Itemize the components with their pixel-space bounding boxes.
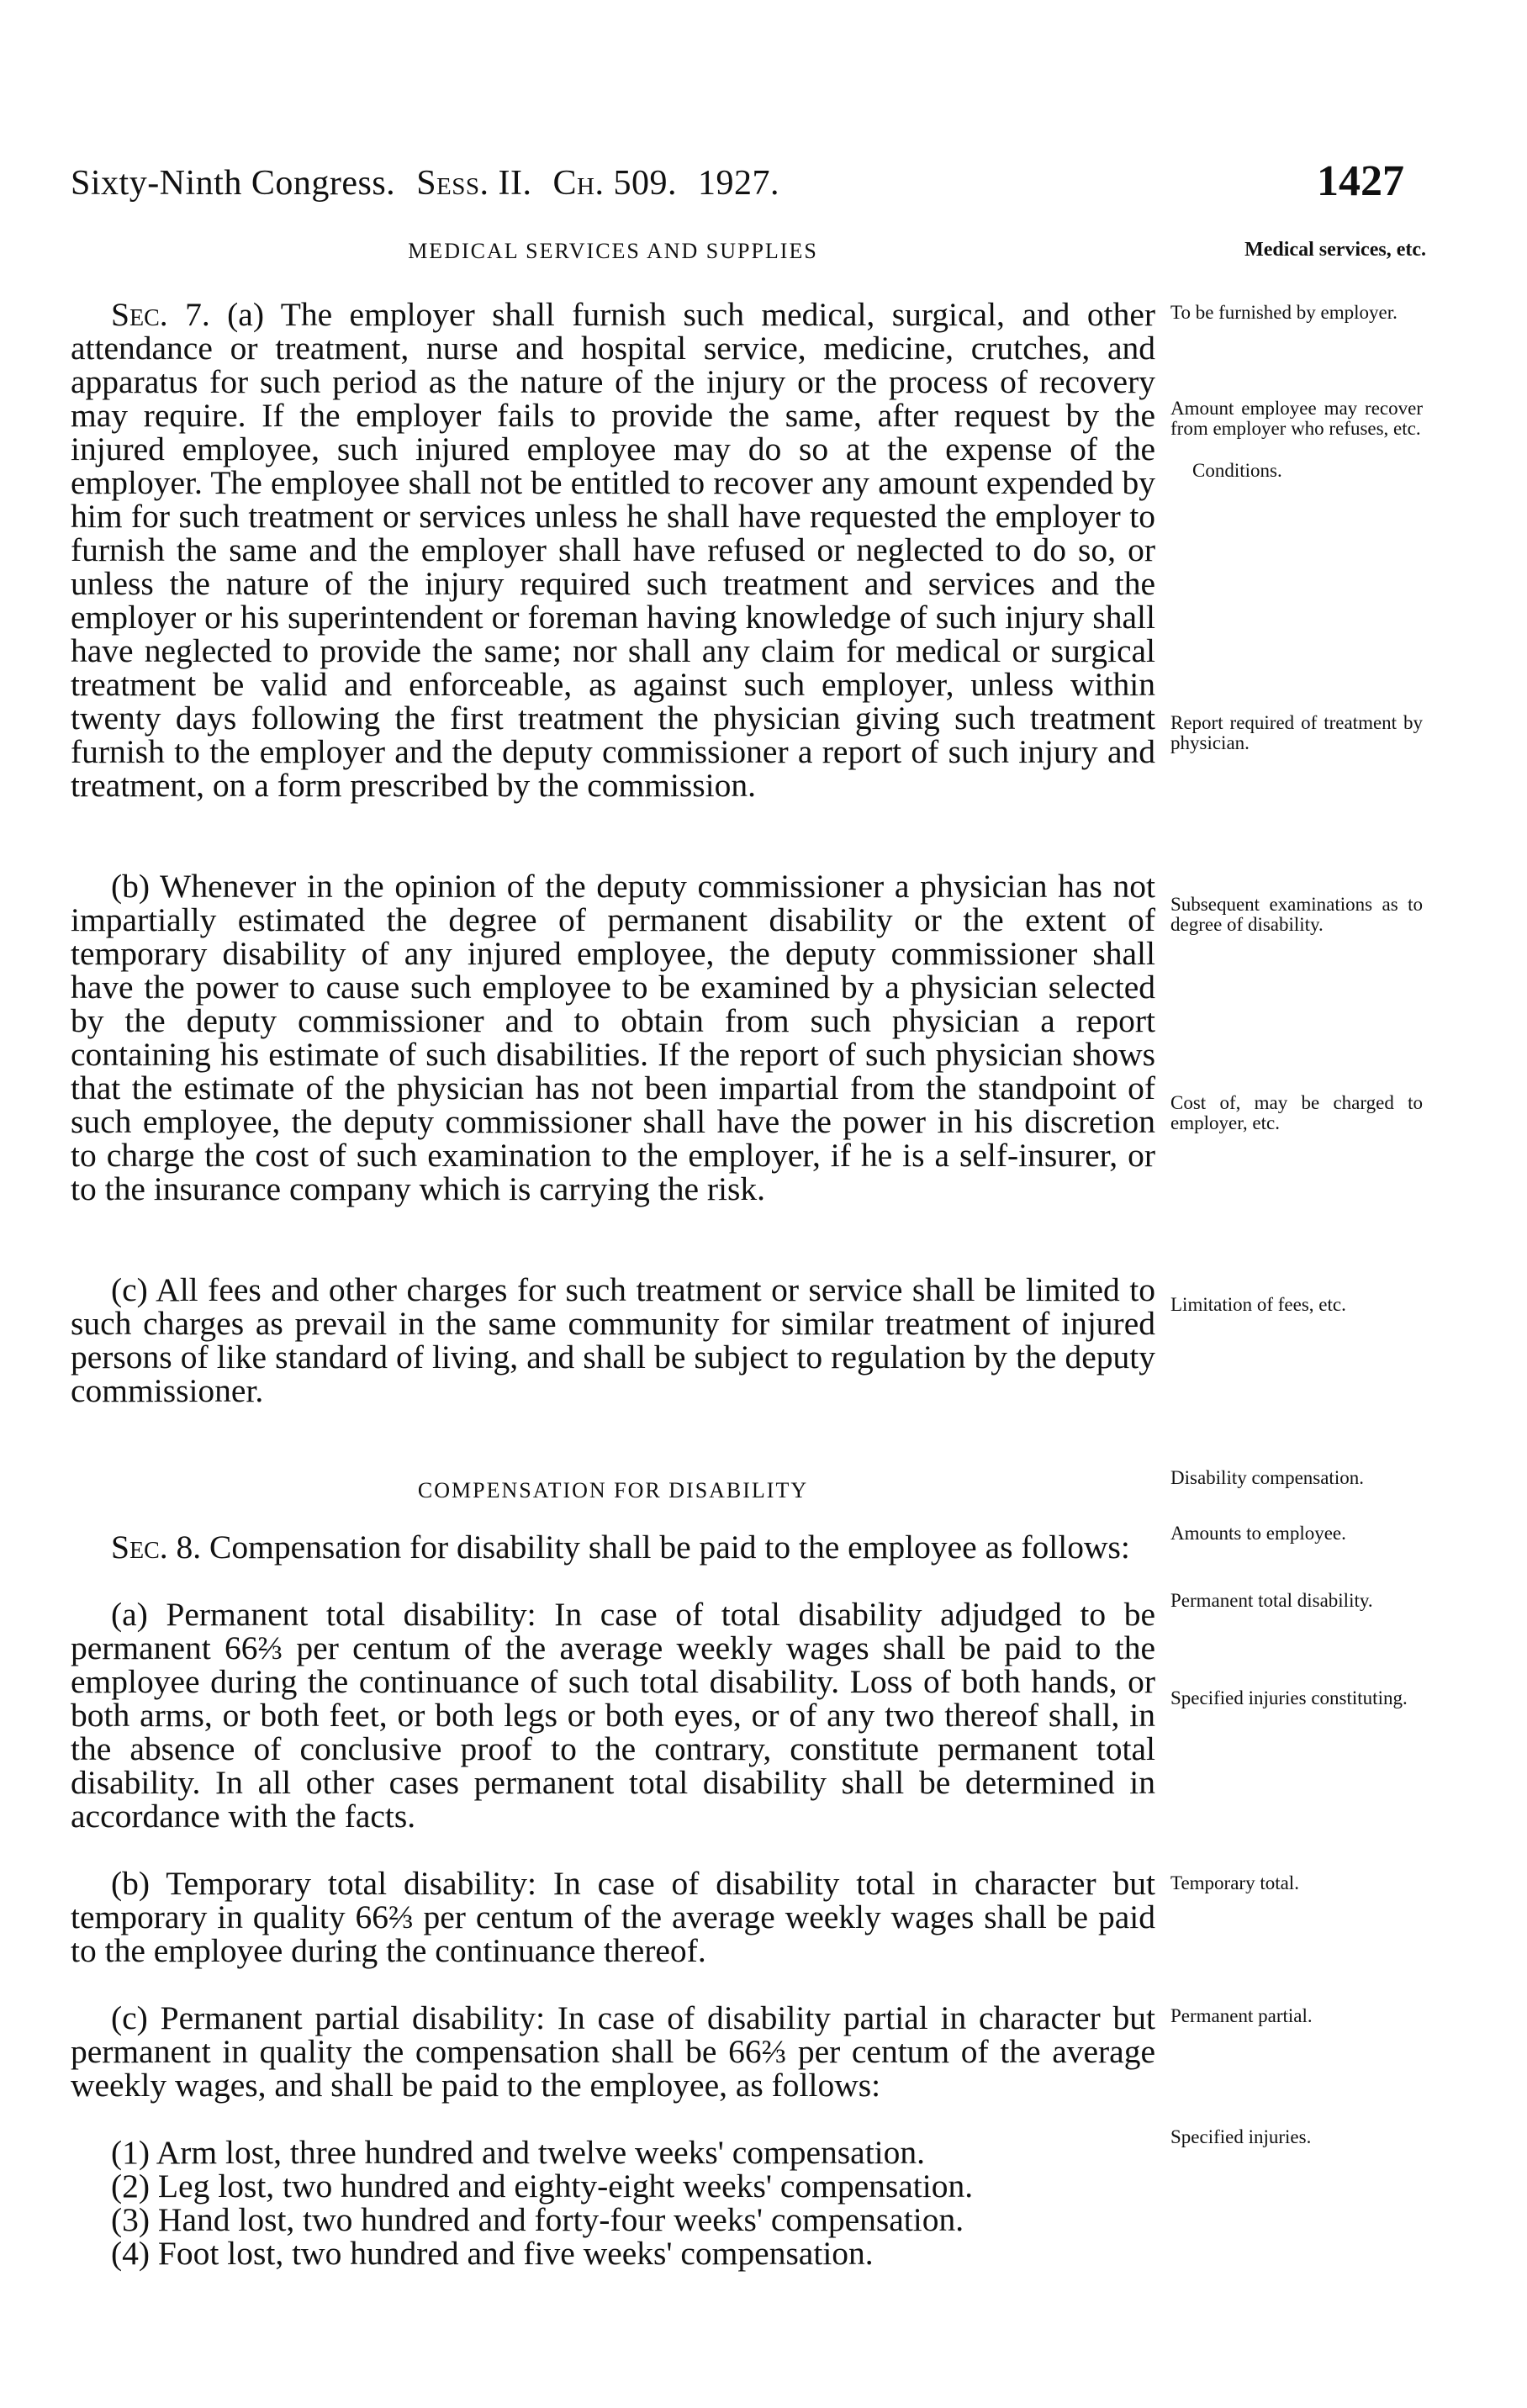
margin-note-specified-injuries: Specified injuries. (1170, 2126, 1312, 2147)
year-label: 1927. (697, 164, 779, 203)
margin-note-specified-constituting: Specified injuries constituting. (1170, 1687, 1408, 1708)
margin-note-conditions: Conditions. (1192, 460, 1282, 481)
congress-name: Sixty-Ninth Congress. (71, 164, 396, 203)
section-heading-compensation: COMPENSATION FOR DISABILITY (417, 1478, 809, 1502)
margin-note-compensation: Disability compensation. (1170, 1467, 1364, 1488)
schedule-item-foot: (4) Foot lost, two hundred and five weeks' compensation. (111, 2235, 874, 2272)
page-number: 1427 (1317, 157, 1404, 205)
section-7-label: Sec. 7. (111, 296, 210, 333)
section-7b-paragraph: (b) Whenever in the opinion of the deputy commissioner a physician has not impartially estimated the degree of permanent disability or the extent of temporary disability of any injured employee, the deputy commissioner shall have the power to cause such employee to be examined by a physician selected by the deputy commissioner and to obtain from such physician a report containing his estimate of such disabilities. If the report of such physician shows that the estimate of the physician has not been impartial from the standpoint of such employee, the deputy commissioner shall have the power in his discretion to charge the cost of such examination to the employer, if he is a self-insurer, or to the insurance company which is carrying the risk. (71, 868, 1155, 1207)
section-8-intro-text: Compensation for disability shall be paid to the employee as follows: (201, 1529, 1130, 1566)
margin-note-report: Report required of treatment by physician. (1170, 712, 1423, 753)
section-8-intro-paragraph (71, 1530, 1155, 1564)
section-7c-paragraph: (c) All fees and other charges for such treatment or service shall be limited to such charges as prevail in the same community for similar treatment of injured persons of like standard of living, and shall be subject to regulation by the deputy commissioner. (71, 1271, 1155, 1409)
session-label: Sess. II. (416, 164, 532, 203)
margin-note-recover: Amount employee may recover from employer who refuses, etc. (1170, 398, 1423, 439)
running-head-title (71, 163, 779, 203)
section-7a-paragraph (71, 298, 1155, 802)
running-head (71, 156, 1404, 210)
margin-note-fees: Limitation of fees, etc. (1170, 1294, 1346, 1315)
schedule-item-arm: (1) Arm lost, three hundred and twelve weeks' compensation. (111, 2134, 926, 2171)
margin-note-cost: Cost of, may be charged to employer, etc. (1170, 1092, 1423, 1133)
chapter-label: Ch. 509. (552, 164, 677, 203)
section-heading-medical: MEDICAL SERVICES AND SUPPLIES (408, 239, 818, 263)
section-8-label: Sec. 8. (111, 1529, 202, 1566)
section-8a-paragraph: (a) Permanent total disability: In case of total disability adjudged to be permanent 66⅔ per centum of the average weekly wages shall be paid to the employee during the continuance of such total disability. Loss of both hands, or both arms, or both feet, or both legs or both eyes, or of any two thereof shall, in the absence of conclusive proof to the contrary, constitute permanent total disability. In all other cases permanent total disability shall be determined in accordance with the facts. (71, 1596, 1155, 1835)
margin-note-furnished: To be furnished by employer. (1170, 302, 1398, 323)
schedule-item-hand: (3) Hand lost, two hundred and forty-four weeks' compensation. (111, 2201, 964, 2238)
margin-note-permanent-partial: Permanent partial. (1170, 2005, 1313, 2026)
section-8c-paragraph: (c) Permanent partial disability: In case of disability partial in character but permanent in quality the compensation shall be 66⅔ per centum of the average weekly wages, and shall be paid to the employee, as follows: (71, 1999, 1155, 2104)
margin-note-temporary-total: Temporary total. (1170, 1872, 1299, 1893)
section-8b-paragraph: (b) Temporary total disability: In case of disability total in character but temporary in quality 66⅔ per centum of the average weekly wages shall be paid to the employee during the continuance thereof. (71, 1865, 1155, 1969)
margin-note-medical: Medical services, etc. (1244, 239, 1426, 261)
margin-note-amounts: Amounts to employee. (1170, 1523, 1346, 1544)
margin-note-subsequent: Subsequent examinations as to degree of disability. (1170, 894, 1423, 935)
section-7a-text: (a) The employer shall furnish such medical, surgical, and other attendance or treatment, nurse and hospital service, medicine, crutches, and apparatus for such period as the nature of the injury or the process of recovery may require. If the employer fails to provide the same, after request by the injured employee, such injured employee may do so at the expense of the employer. The employee shall not be entitled to recover any amount expended by him for such treatment or services unless he shall have requested the employer to furnish the same and the employer shall have refused or neglected to do so, or unless the nature of the injury required such treatment and services and the employer or his superintendent or foreman having knowledge of such injury shall have neglected to provide the same; nor shall any claim for medical or surgical treatment be valid and enforceable, as against such employer, unless within twenty days following the first treatment the physician giving such treatment furnish to the employer and the deputy commissioner a report of such injury and treatment, on a form prescribed by the commission. (71, 296, 1156, 804)
schedule-item-leg: (2) Leg lost, two hundred and eighty-eight weeks' compensation. (111, 2168, 974, 2205)
margin-note-permanent-total: Permanent total disability. (1170, 1590, 1373, 1611)
